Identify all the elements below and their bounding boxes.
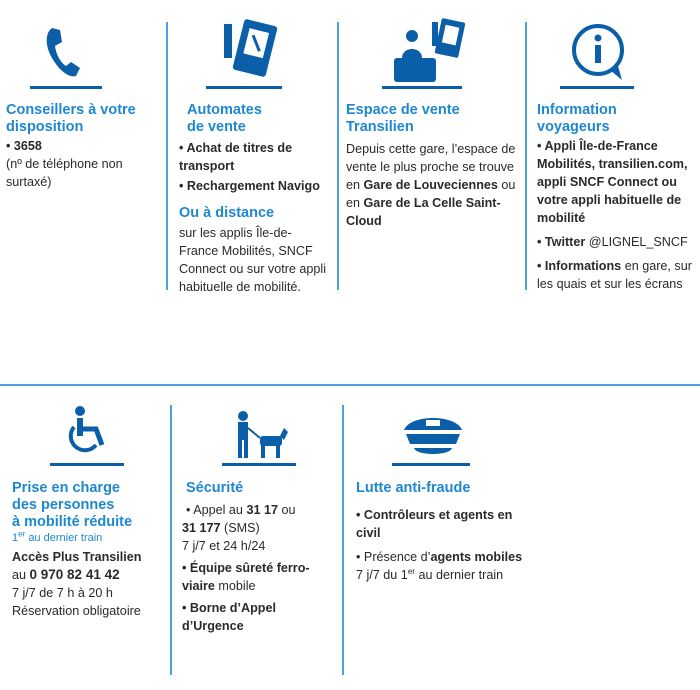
divider-5 bbox=[342, 405, 344, 675]
securite-sms: 31 177 (SMS) bbox=[182, 521, 260, 535]
pmr-title: Prise en charge des personnes à mobilité réduite bbox=[12, 480, 133, 530]
automates-item-navigo: • Rechargement Navigo bbox=[179, 179, 320, 193]
phone-icon-bar bbox=[30, 86, 102, 89]
divider-1 bbox=[166, 22, 168, 290]
wheelchair-icon bbox=[62, 405, 112, 457]
ticket-cards-icon bbox=[218, 18, 278, 84]
espace-vente-text: Depuis cette gare, l’espace de vente le plus proche se trouve en Gare de Louveciennes ou en Gare de La Celle Saint-Cloud bbox=[346, 142, 516, 228]
guard-icon-bar bbox=[222, 463, 296, 466]
ticket-icon-bar bbox=[206, 86, 282, 89]
column-pmr bbox=[12, 480, 168, 620]
divider-3 bbox=[525, 22, 527, 290]
securite-borne: • Borne d’Appel d’Urgence bbox=[182, 601, 276, 633]
information-title: Information voyageurs bbox=[537, 102, 617, 135]
controller-cap-icon bbox=[400, 410, 466, 460]
divider-2 bbox=[337, 22, 339, 290]
info-item-appli: • Appli Île-de-France Mobilités, transilien.com, appli SNCF Connect ou votre appli habituelle de mobilité bbox=[537, 139, 688, 225]
column-information bbox=[537, 102, 700, 293]
securite-title: Sécurité bbox=[186, 480, 244, 496]
guard-dog-icon bbox=[232, 410, 292, 460]
column-automates bbox=[179, 102, 329, 296]
divider-4 bbox=[170, 405, 172, 675]
automates-item-tickets: • Achat de titres de transport bbox=[179, 141, 293, 173]
anti-fraude-controleurs: • Contrôleurs et agents en civil bbox=[356, 508, 513, 540]
pmr-subtitle: 1er au dernier train bbox=[12, 529, 103, 544]
pmr-phone: au 0 970 82 41 42 bbox=[12, 567, 120, 582]
section-divider bbox=[0, 384, 700, 386]
securite-appel: • Appel au 31 17 ou bbox=[186, 503, 296, 517]
automates-title: Automates de vente bbox=[187, 102, 262, 135]
column-conseillers bbox=[6, 102, 162, 191]
info-item-ecrans: • Informations en gare, sur les quais et sur les écrans bbox=[537, 259, 692, 291]
pmr-hours: 7 j/7 de 7 h à 20 h bbox=[12, 586, 113, 600]
cap-icon-bar bbox=[392, 463, 470, 466]
pmr-service: Accès Plus Transilien bbox=[12, 550, 142, 564]
pmr-reservation: Réservation obligatoire bbox=[12, 604, 141, 618]
phone-note: (nº de téléphone non surtaxé) bbox=[6, 157, 123, 189]
securite-hours: 7 j/7 et 24 h/24 bbox=[182, 539, 266, 553]
info-icon-bar bbox=[560, 86, 634, 89]
ticket-office-icon bbox=[390, 18, 470, 86]
wheelchair-icon-bar bbox=[50, 463, 124, 466]
info-item-twitter: • Twitter @LIGNEL_SNCF bbox=[537, 235, 688, 249]
info-icon bbox=[566, 20, 630, 84]
column-anti-fraude bbox=[356, 480, 526, 584]
column-espace-vente bbox=[346, 102, 522, 230]
distance-title: Ou à distance bbox=[179, 205, 275, 221]
securite-equipe: • Équipe sûreté ferro- viaire mobile bbox=[182, 561, 310, 593]
distance-text: sur les applis Île-de-France Mobilités, SNCF Connect ou sur votre appli habituelle de mobilité. bbox=[179, 226, 327, 294]
phone-icon bbox=[40, 22, 90, 82]
office-icon-bar bbox=[382, 86, 462, 89]
espace-vente-title: Espace de vente Transilien bbox=[346, 102, 460, 135]
anti-fraude-title: Lutte anti-fraude bbox=[356, 480, 471, 496]
column-securite bbox=[182, 480, 338, 635]
conseillers-title: Conseillers à votre disposition bbox=[6, 102, 136, 135]
phone-number: • 3658 bbox=[6, 139, 42, 153]
anti-fraude-agents: • Présence d’agents mobiles 7 j/7 du 1er au dernier train bbox=[356, 550, 523, 582]
